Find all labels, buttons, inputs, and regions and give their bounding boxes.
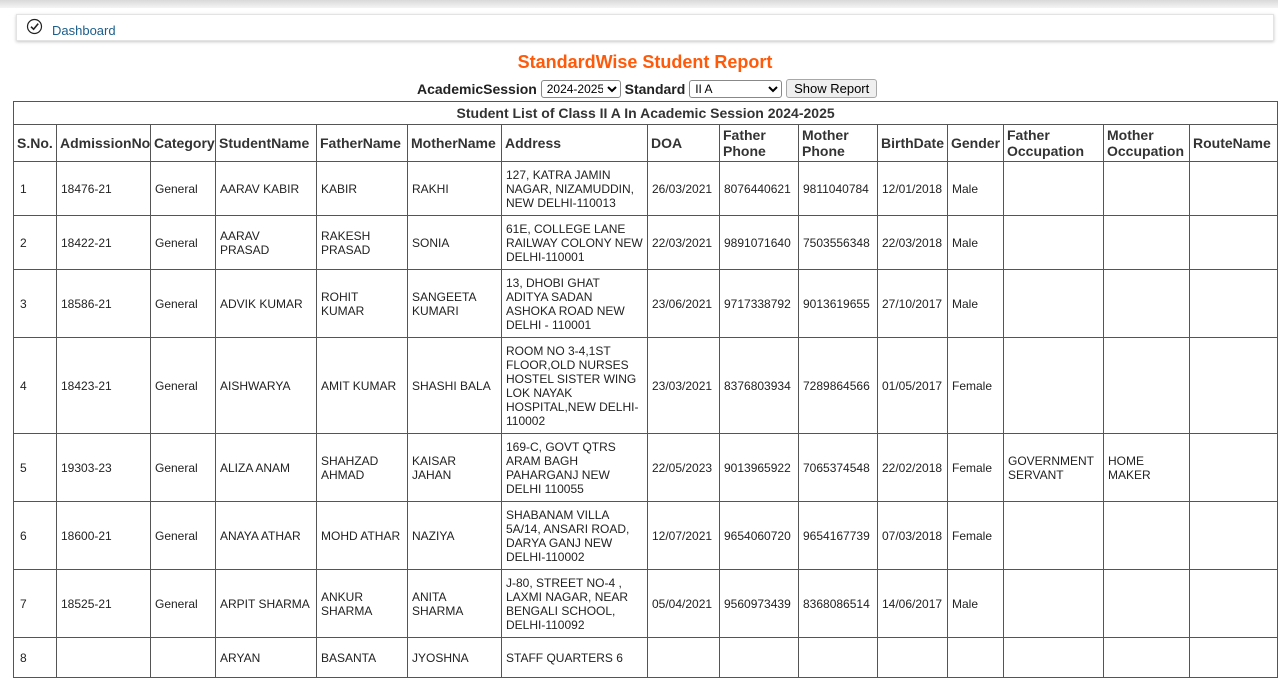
cell-mother-occ [1104, 502, 1190, 570]
cell-father: KABIR [317, 162, 408, 216]
cell-gender: Male [948, 270, 1004, 338]
col-header-father-phone[interactable] [720, 125, 799, 162]
cell-doa: 12/07/2021 [648, 502, 720, 570]
cell-birth: 22/03/2018 [878, 216, 948, 270]
cell-student: AARAV PRASAD [216, 216, 317, 270]
cell-student: ALIZA ANAM [216, 434, 317, 502]
cell-mother-occ [1104, 338, 1190, 434]
cell-father-phone [720, 638, 799, 678]
cell-mother-phone: 9654167739 [799, 502, 878, 570]
cell-sno: 1 [14, 162, 57, 216]
cell-student: ARYAN [216, 638, 317, 678]
cell-category: General [151, 216, 216, 270]
col-header-father-occupation-line1: Father [1007, 127, 1050, 143]
cell-category: General [151, 162, 216, 216]
cell-student: ADVIK KUMAR [216, 270, 317, 338]
cell-route [1190, 216, 1278, 270]
cell-mother: JYOSHNA [408, 638, 502, 678]
cell-sno: 2 [14, 216, 57, 270]
table-row [14, 502, 1278, 570]
cell-father-occ [1004, 570, 1104, 638]
cell-admission [57, 638, 151, 678]
col-header-father-phone-line2: Phone [723, 143, 766, 159]
cell-mother-phone: 9013619655 [799, 270, 878, 338]
table-row [14, 570, 1278, 638]
cell-address: J-80, STREET NO-4 , LAXMI NAGAR, NEAR BENGALI SCHOOL, DELHI-110092 [502, 570, 648, 638]
cell-birth: 14/06/2017 [878, 570, 948, 638]
cell-mother: SONIA [408, 216, 502, 270]
student-report-table [13, 101, 1278, 678]
table-body [14, 162, 1278, 678]
cell-mother-phone [799, 638, 878, 678]
table-row [14, 638, 1278, 678]
cell-address: STAFF QUARTERS 6 [502, 638, 648, 678]
cell-father-phone: 9891071640 [720, 216, 799, 270]
dashboard-link[interactable]: Dashboard [52, 23, 116, 38]
cell-route [1190, 570, 1278, 638]
cell-mother: SANGEETA KUMARI [408, 270, 502, 338]
cell-student: AARAV KABIR [216, 162, 317, 216]
cell-birth: 01/05/2017 [878, 338, 948, 434]
cell-mother: SHASHI BALA [408, 338, 502, 434]
cell-birth: 07/03/2018 [878, 502, 948, 570]
cell-sno: 5 [14, 434, 57, 502]
cell-admission: 18600-21 [57, 502, 151, 570]
cell-route [1190, 638, 1278, 678]
col-header-admission[interactable]: AdmissionNo [57, 125, 151, 162]
cell-admission: 18586-21 [57, 270, 151, 338]
cell-admission: 18422-21 [57, 216, 151, 270]
cell-gender: Female [948, 434, 1004, 502]
col-header-doa[interactable]: DOA [648, 125, 720, 162]
cell-doa: 22/05/2023 [648, 434, 720, 502]
cell-father-occ [1004, 338, 1104, 434]
cell-admission: 18525-21 [57, 570, 151, 638]
col-header-sno[interactable]: S.No. [14, 125, 57, 162]
col-header-category[interactable]: Category [151, 125, 216, 162]
cell-birth [878, 638, 948, 678]
col-header-mother[interactable]: MotherName [408, 125, 502, 162]
cell-father: BASANTA [317, 638, 408, 678]
report-filters [417, 79, 877, 99]
cell-father-occ [1004, 162, 1104, 216]
top-shadow-bar [0, 0, 1278, 8]
cell-doa: 26/03/2021 [648, 162, 720, 216]
academic-session-label: AcademicSession [417, 80, 537, 97]
cell-father: ROHIT KUMAR [317, 270, 408, 338]
cell-gender [948, 638, 1004, 678]
cell-route [1190, 502, 1278, 570]
cell-father-phone: 9013965922 [720, 434, 799, 502]
cell-sno: 4 [14, 338, 57, 434]
col-header-student[interactable]: StudentName [216, 125, 317, 162]
col-header-father-occupation[interactable] [1004, 125, 1104, 162]
cell-birth: 12/01/2018 [878, 162, 948, 216]
cell-father-occ [1004, 216, 1104, 270]
cell-sno: 7 [14, 570, 57, 638]
cell-doa: 22/03/2021 [648, 216, 720, 270]
cell-father-occ: GOVERNMENT SERVANT [1004, 434, 1104, 502]
cell-mother: ANITA SHARMA [408, 570, 502, 638]
cell-route [1190, 338, 1278, 434]
cell-birth: 27/10/2017 [878, 270, 948, 338]
col-header-mother-occupation-line1: Mother [1107, 127, 1154, 143]
table-row [14, 270, 1278, 338]
cell-student: AISHWARYA [216, 338, 317, 434]
col-header-father-occupation-line2: Occupation [1007, 143, 1085, 159]
cell-mother-occ [1104, 270, 1190, 338]
cell-mother-phone: 7065374548 [799, 434, 878, 502]
cell-mother-occ [1104, 216, 1190, 270]
cell-gender: Male [948, 162, 1004, 216]
cell-father-occ [1004, 270, 1104, 338]
col-header-birthdate[interactable]: BirthDate [878, 125, 948, 162]
cell-category: General [151, 434, 216, 502]
cell-sno: 6 [14, 502, 57, 570]
cell-student: ANAYA ATHAR [216, 502, 317, 570]
student-report-table-wrapper [13, 101, 1278, 678]
cell-mother: NAZIYA [408, 502, 502, 570]
cell-mother: KAISAR JAHAN [408, 434, 502, 502]
cell-mother-occ [1104, 638, 1190, 678]
cell-admission: 18476-21 [57, 162, 151, 216]
cell-category [151, 638, 216, 678]
table-row [14, 162, 1278, 216]
cell-category: General [151, 270, 216, 338]
cell-route [1190, 162, 1278, 216]
col-header-route[interactable]: RouteName [1190, 125, 1278, 162]
table-header-row [14, 125, 1278, 162]
col-header-mother-occupation[interactable] [1104, 125, 1190, 162]
col-header-father-phone-line1: Father [723, 127, 766, 143]
col-header-father[interactable]: FatherName [317, 125, 408, 162]
check-circle-icon [26, 18, 43, 35]
cell-mother-phone: 7289864566 [799, 338, 878, 434]
cell-admission: 19303-23 [57, 434, 151, 502]
cell-address: 61E, COLLEGE LANE RAILWAY COLONY NEW DELHI-110001 [502, 216, 648, 270]
col-header-mother-phone[interactable] [799, 125, 878, 162]
cell-route [1190, 434, 1278, 502]
cell-father-phone: 8376803934 [720, 338, 799, 434]
cell-mother-phone: 9811040784 [799, 162, 878, 216]
table-row [14, 216, 1278, 270]
cell-doa: 05/04/2021 [648, 570, 720, 638]
cell-mother-phone: 8368086514 [799, 570, 878, 638]
page-title: StandardWise Student Report [517, 52, 773, 72]
cell-mother: RAKHI [408, 162, 502, 216]
cell-address: ROOM NO 3-4,1ST FLOOR,OLD NURSES HOSTEL SISTER WING LOK NAYAK HOSPITAL,NEW DELHI-110002 [502, 338, 648, 434]
standard-label: Standard [624, 80, 686, 97]
col-header-mother-occupation-line2: Occupation [1107, 143, 1185, 159]
cell-mother-occ [1104, 570, 1190, 638]
cell-mother-phone: 7503556348 [799, 216, 878, 270]
cell-address: 13, DHOBI GHAT ADITYA SADAN ASHOKA ROAD NEW DELHI - 110001 [502, 270, 648, 338]
cell-mother-occ [1104, 162, 1190, 216]
show-report-button[interactable]: Show Report [786, 79, 877, 98]
cell-route [1190, 270, 1278, 338]
standard-select[interactable] [689, 80, 782, 98]
cell-father-occ [1004, 502, 1104, 570]
cell-address: SHABANAM VILLA 5A/14, ANSARI ROAD, DARYA GANJ NEW DELHI-110002 [502, 502, 648, 570]
cell-sno: 3 [14, 270, 57, 338]
cell-address: 169-C, GOVT QTRS ARAM BAGH PAHARGANJ NEW DELHI 110055 [502, 434, 648, 502]
col-header-address[interactable]: Address [502, 125, 648, 162]
cell-father-phone: 9654060720 [720, 502, 799, 570]
cell-category: General [151, 502, 216, 570]
col-header-mother-phone-line1: Mother [802, 127, 849, 143]
table-caption: Student List of Class II A In Academic Session 2024-2025 [14, 102, 1278, 125]
breadcrumb [16, 14, 1274, 41]
cell-father-phone: 9717338792 [720, 270, 799, 338]
cell-admission: 18423-21 [57, 338, 151, 434]
cell-gender: Female [948, 338, 1004, 434]
cell-sno: 8 [14, 638, 57, 678]
cell-gender: Male [948, 570, 1004, 638]
cell-father: AMIT KUMAR [317, 338, 408, 434]
cell-student: ARPIT SHARMA [216, 570, 317, 638]
cell-father-phone: 9560973439 [720, 570, 799, 638]
cell-doa: 23/06/2021 [648, 270, 720, 338]
cell-father-occ [1004, 638, 1104, 678]
table-row [14, 434, 1278, 502]
cell-category: General [151, 338, 216, 434]
academic-session-select[interactable] [541, 80, 621, 98]
cell-father: RAKESH PRASAD [317, 216, 408, 270]
cell-doa [648, 638, 720, 678]
cell-father-phone: 8076440621 [720, 162, 799, 216]
cell-doa: 23/03/2021 [648, 338, 720, 434]
col-header-gender[interactable]: Gender [948, 125, 1004, 162]
cell-gender: Male [948, 216, 1004, 270]
cell-category: General [151, 570, 216, 638]
table-row [14, 338, 1278, 434]
cell-father: ANKUR SHARMA [317, 570, 408, 638]
cell-mother-occ: HOME MAKER [1104, 434, 1190, 502]
cell-father: MOHD ATHAR [317, 502, 408, 570]
cell-address: 127, KATRA JAMIN NAGAR, NIZAMUDDIN, NEW DELHI-110013 [502, 162, 648, 216]
cell-gender: Female [948, 502, 1004, 570]
cell-father: SHAHZAD AHMAD [317, 434, 408, 502]
col-header-mother-phone-line2: Phone [802, 143, 845, 159]
cell-birth: 22/02/2018 [878, 434, 948, 502]
